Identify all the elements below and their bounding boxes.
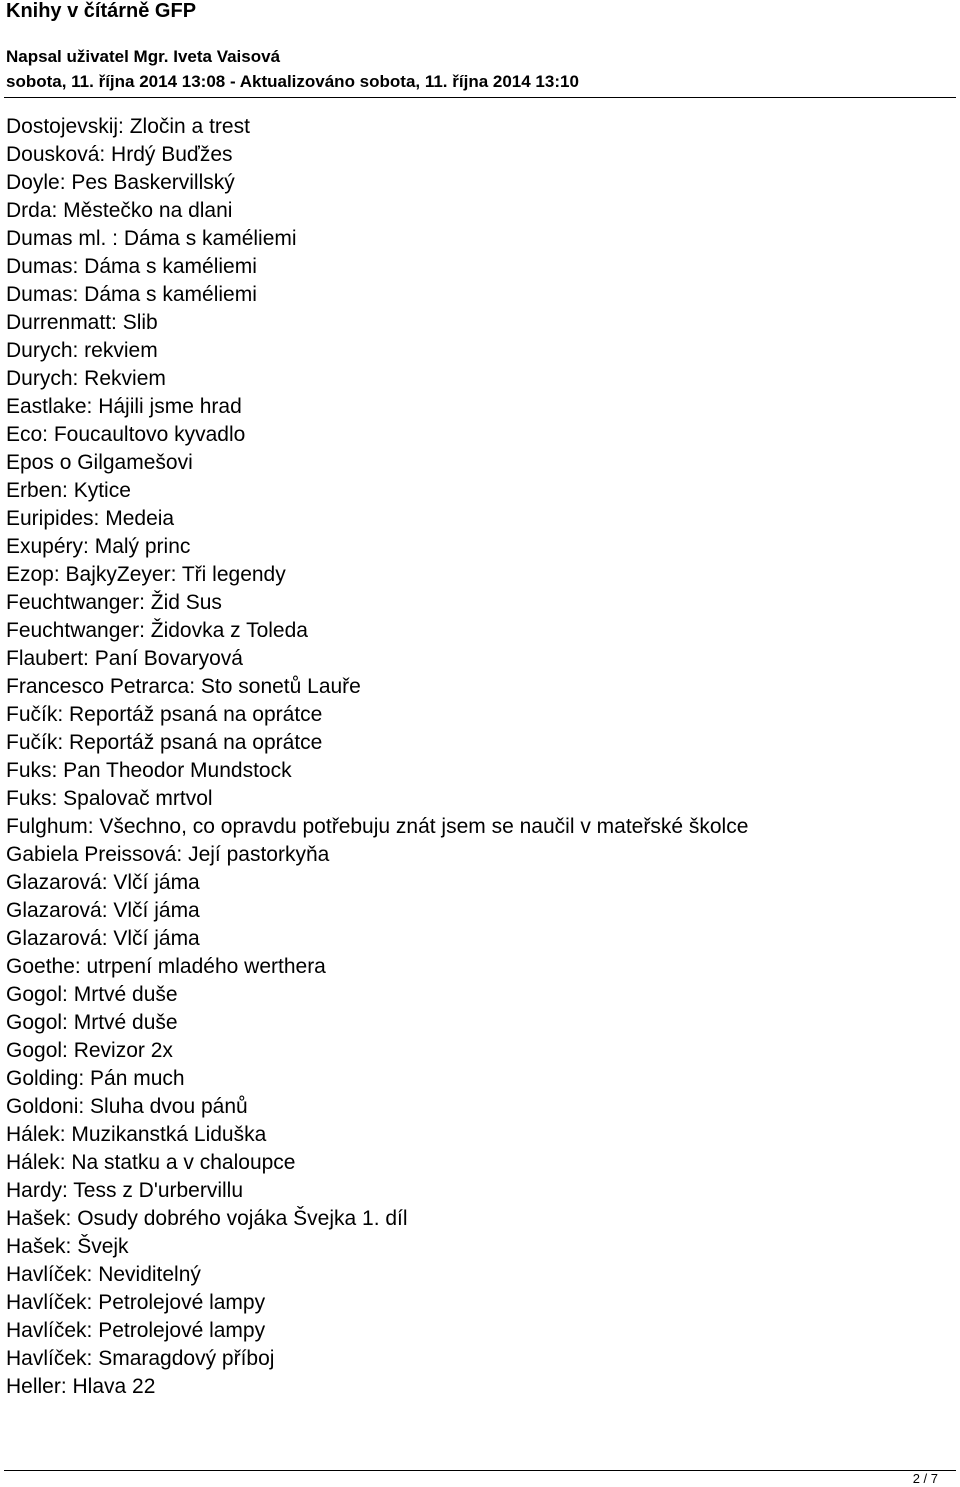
book-list-item: Hašek: Švejk <box>6 1235 129 1258</box>
book-list-item: Fučík: Reportáž psaná na oprátce <box>6 703 323 726</box>
book-list-item: Dousková: Hrdý Buďžes <box>6 143 233 166</box>
book-list-item: Drda: Městečko na dlani <box>6 199 233 222</box>
book-list-item: Hálek: Muzikanstká Liduška <box>6 1123 267 1146</box>
book-list-item: Fulghum: Všechno, co opravdu potřebuju znát jsem se naučil v mateřské školce <box>6 815 749 838</box>
book-list-item: Euripides: Medeia <box>6 507 175 530</box>
book-list-item: Gogol: Mrtvé duše <box>6 1011 178 1034</box>
book-list-item: Havlíček: Petrolejové lampy <box>6 1319 266 1342</box>
book-list-item: Fučík: Reportáž psaná na oprátce <box>6 731 323 754</box>
book-list-item: Hašek: Osudy dobrého vojáka Švejka 1. díl <box>6 1207 408 1230</box>
book-list-item: Feuchtwanger: Žid Sus <box>6 591 222 614</box>
book-list-item: Glazarová: Vlčí jáma <box>6 871 200 894</box>
footer-divider <box>4 1470 956 1471</box>
book-list-item: Flaubert: Paní Bovaryová <box>6 647 243 670</box>
book-list-item: Dumas ml. : Dáma s kaméliemi <box>6 227 297 250</box>
book-list-item: Goethe: utrpení mladého werthera <box>6 955 326 978</box>
book-list-item: Eastlake: Hájili jsme hrad <box>6 395 242 418</box>
book-list-item: Durrenmatt: Slib <box>6 311 158 334</box>
book-list-item: Gogol: Revizor 2x <box>6 1039 173 1062</box>
book-list-item: Erben: Kytice <box>6 479 131 502</box>
book-list-item: Heller: Hlava 22 <box>6 1375 156 1398</box>
book-list-item: Feuchtwanger: Židovka z Toleda <box>6 619 308 642</box>
book-list-item: Glazarová: Vlčí jáma <box>6 927 200 950</box>
page-title: Knihy v čítárně GFP <box>6 0 197 22</box>
date-line: sobota, 11. října 2014 13:08 - Aktualizováno sobota, 11. října 2014 13:10 <box>6 72 579 91</box>
book-list-item: Gabiela Preissová: Její pastorkyňa <box>6 843 330 866</box>
book-list-item: Epos o Gilgamešovi <box>6 451 193 474</box>
book-list-item: Havlíček: Neviditelný <box>6 1263 201 1286</box>
header-divider <box>4 97 956 98</box>
book-list-item: Fuks: Spalovač mrtvol <box>6 787 213 810</box>
article-meta <box>6 44 579 94</box>
book-list-item: Havlíček: Petrolejové lampy <box>6 1291 266 1314</box>
book-list-item: Dostojevskij: Zločin a trest <box>6 115 250 138</box>
book-list-item: Durych: Rekviem <box>6 367 166 390</box>
book-list-item: Francesco Petrarca: Sto sonetů Lauře <box>6 675 361 698</box>
page-number: 2 / 7 <box>912 1471 938 1486</box>
book-list-item: Ezop: BajkyZeyer: Tři legendy <box>6 563 286 586</box>
book-list-item: Dumas: Dáma s kaméliemi <box>6 255 257 278</box>
book-list-item: Hardy: Tess z D'urbervillu <box>6 1179 244 1202</box>
book-list <box>6 113 748 1401</box>
book-list-item: Doyle: Pes Baskervillský <box>6 171 235 194</box>
book-list-item: Hálek: Na statku a v chaloupce <box>6 1151 296 1174</box>
book-list-item: Gogol: Mrtvé duše <box>6 983 178 1006</box>
book-list-item: Eco: Foucaultovo kyvadlo <box>6 423 246 446</box>
author-line: Napsal uživatel Mgr. Iveta Vaisová <box>6 47 281 66</box>
book-list-item: Goldoni: Sluha dvou pánů <box>6 1095 248 1118</box>
book-list-item: Fuks: Pan Theodor Mundstock <box>6 759 292 782</box>
book-list-item: Glazarová: Vlčí jáma <box>6 899 200 922</box>
book-list-item: Golding: Pán much <box>6 1067 185 1090</box>
book-list-item: Dumas: Dáma s kaméliemi <box>6 283 257 306</box>
book-list-item: Exupéry: Malý princ <box>6 535 191 558</box>
book-list-item: Durych: rekviem <box>6 339 158 362</box>
book-list-item: Havlíček: Smaragdový příboj <box>6 1347 275 1370</box>
